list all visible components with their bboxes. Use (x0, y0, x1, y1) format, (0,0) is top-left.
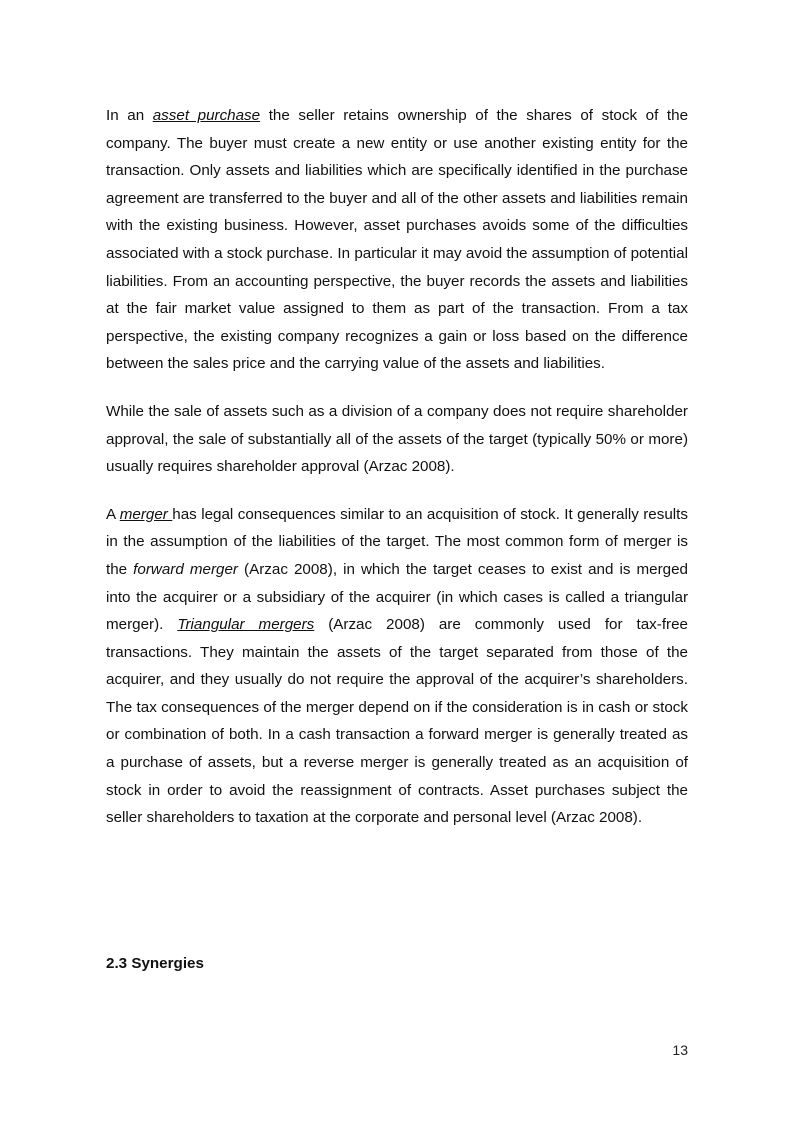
merger-body-part-3: (Arzac 2008) are commonly used for tax-free transactions. They maintain the assets of the target separated from those of the acquirer, and they usually do not require the approval of the acquirer’s shareholders. The tax consequences of the merger depend on if the consideration is in cash or stock or combination of both. In a cash transaction a forward merger is generally treated as a purchase of assets, but a reverse merger is generally treated as an acquisition of stock in order to avoid the reassignment of contracts. Asset purchases subject the seller shareholders to taxation at the corporate and personal level (Arzac 2008). (106, 616, 688, 827)
page-number: 13 (672, 1042, 688, 1058)
triangular-mergers-term: Triangular mergers (177, 616, 315, 634)
sale-of-assets-paragraph: While the sale of assets such as a division of a company does not require shareholder approval, the sale of substantially all of the assets of the target (typically 50% or more) usually requires shareholder approval (Arzac 2008). (106, 402, 688, 476)
asset-purchase-intro: In an (106, 107, 153, 124)
asset-purchase-body: the seller retains ownership of the shares of stock of the company. The buyer must create a new entity or use another existing entity for the transaction. Only assets and liabilities which are specifically identified in the purchase agreement are transferred to the buyer and all of the other assets and liabilities remain with the existing business. However, asset purchases avoids some of the difficulties associated with a stock purchase. In particular it may avoid the assumption of potential liabilities. From an accounting perspective, the buyer records the assets and liabilities at the fair market value assigned to them as part of the transaction. From a tax perspective, the existing company recognizes a gain or loss based on the difference between the sales price and the carrying value of the assets and liabilities. (106, 107, 689, 373)
forward-merger-term: forward merger (133, 560, 238, 578)
merger-intro: A (106, 505, 120, 523)
asset-purchase-paragraph (106, 102, 688, 378)
page-body (106, 102, 688, 832)
merger-paragraph (106, 501, 688, 832)
merger-body-part-1: has legal consequences similar to an acquisition of stock. It generally results in the assumption of the liabilities of the target. The most common form of merger is the (106, 505, 688, 578)
asset-purchase-term: asset purchase (152, 107, 261, 124)
merger-term: merger (119, 505, 173, 523)
section-heading: 2.3 Synergies (106, 955, 204, 972)
merger-body-part-2: (Arzac 2008), in which the target ceases to exist and is merged into the acquirer or a subsidiary of the acquirer (in which cases is called a triangular merger). (106, 560, 688, 634)
